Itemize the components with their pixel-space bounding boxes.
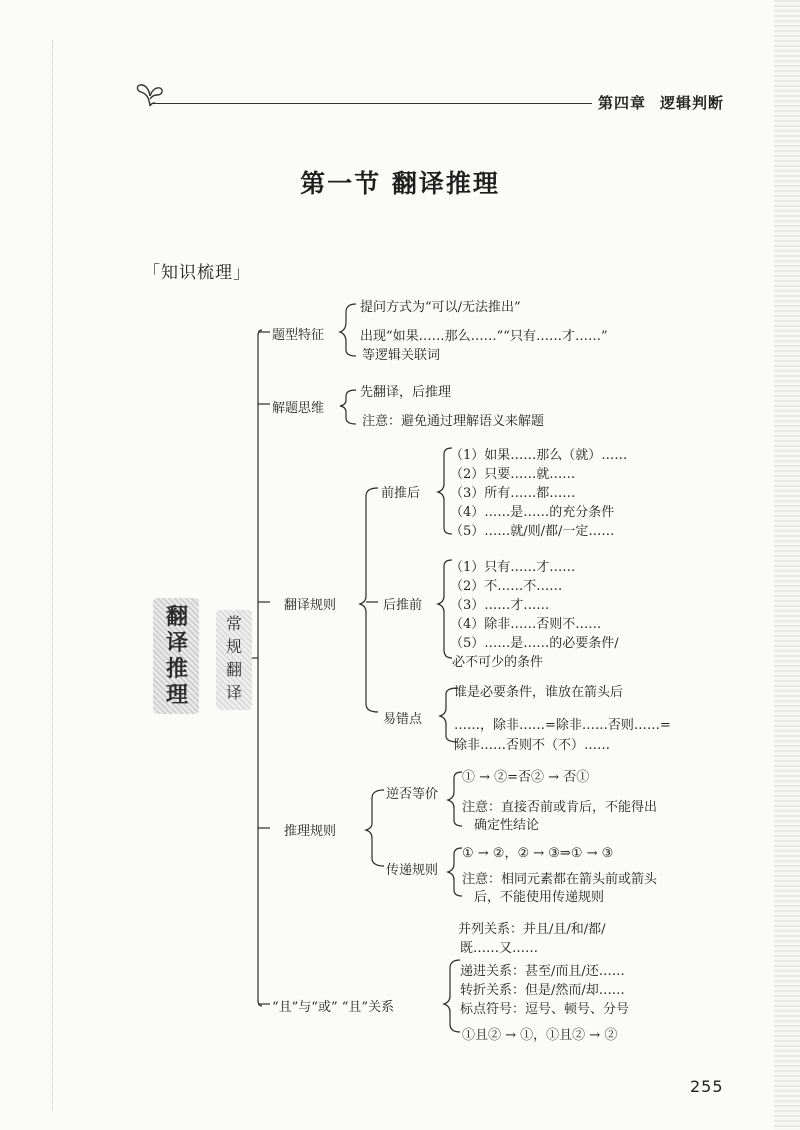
branch-item: 注意：避免通过理解语义来解题 bbox=[362, 414, 545, 429]
rule-item: 递进关系：甚至/而且/还…… bbox=[460, 964, 625, 979]
rule-item: 既……又…… bbox=[460, 941, 539, 956]
rule-item: （5）……就/则/都/一定…… bbox=[450, 524, 615, 539]
rule-item: （1）只有……才…… bbox=[450, 560, 576, 575]
rule-item: 必不可少的条件 bbox=[452, 655, 544, 670]
branch-label-solving-approach: 解题思维 bbox=[272, 401, 325, 416]
rule-item: ……，除非……=除非……否则……= bbox=[454, 718, 671, 733]
subhead-knowledge: 「知识梳理」 bbox=[143, 263, 251, 283]
branch-item: 先翻译，后推理 bbox=[360, 385, 452, 400]
rule-item: （2）不……不…… bbox=[450, 579, 563, 594]
sub-label-transitivity: 传递规则 bbox=[386, 863, 439, 878]
sub-label-front-to-back: 前推后 bbox=[381, 486, 421, 501]
rule-item: 后，不能使用传递规则 bbox=[474, 890, 605, 905]
branch-item: 出现“如果……那么……”“只有……才……” bbox=[360, 329, 608, 344]
sub-label-common-errors: 易错点 bbox=[383, 712, 423, 727]
rule-item: 谁是必要条件，谁放在箭头后 bbox=[454, 685, 624, 700]
rule-item: （3）……才…… bbox=[450, 598, 550, 613]
branch-label-inference-rules: 推理规则 bbox=[284, 824, 337, 839]
rule-item: 确定性结论 bbox=[474, 818, 540, 833]
rule-item: （4）……是……的充分条件 bbox=[450, 505, 615, 520]
rule-item: 注意：相同元素都在箭头前或箭头 bbox=[462, 872, 658, 887]
rule-item: 并列关系：并且/且/和/都/ bbox=[458, 922, 606, 937]
root-node-label: 翻译推理 bbox=[165, 604, 188, 708]
branch-item: 提问方式为“可以/无法推出” bbox=[360, 300, 521, 315]
branch-label-translation-rules: 翻译规则 bbox=[284, 598, 337, 613]
rule-item: ①且② → ①，①且② → ② bbox=[462, 1028, 618, 1043]
branch-item: 等逻辑关联词 bbox=[362, 348, 441, 363]
rule-item: 除非……否则不（不）…… bbox=[454, 738, 611, 753]
rule-item: （3）所有……都…… bbox=[450, 486, 576, 501]
chapter-label: 第四章 bbox=[598, 94, 647, 112]
rule-item: 标点符号：逗号、顿号、分号 bbox=[460, 1002, 630, 1017]
section-title: 第一节 翻译推理 bbox=[300, 169, 500, 198]
rule-item: （2）只要……就…… bbox=[450, 467, 576, 482]
rule-item: 注意：直接否前或肯后，不能得出 bbox=[462, 800, 658, 815]
level1-node-label: 常规翻译 bbox=[225, 614, 242, 702]
rule-item: ① → ②，② → ③⇒① → ③ bbox=[462, 846, 614, 861]
rule-item: ① → ②=否② → 否① bbox=[462, 770, 590, 785]
rule-item: （1）如果……那么（就）…… bbox=[450, 448, 628, 463]
rule-item: （5）……是……的必要条件/ bbox=[450, 636, 619, 651]
rule-item: （4）除非……否则不…… bbox=[450, 617, 602, 632]
sub-label-contrapositive: 逆否等价 bbox=[386, 787, 439, 802]
page-number: 255 bbox=[690, 1077, 724, 1096]
rule-item: 转折关系：但是/然而/却…… bbox=[460, 983, 625, 998]
sub-label-back-to-front: 后推前 bbox=[383, 598, 423, 613]
branch-label-question-features: 题型特征 bbox=[272, 328, 325, 343]
branch-label-and-or: “且”与“或” “且”关系 bbox=[272, 1000, 395, 1015]
topic-label: 逻辑判断 bbox=[660, 94, 725, 112]
